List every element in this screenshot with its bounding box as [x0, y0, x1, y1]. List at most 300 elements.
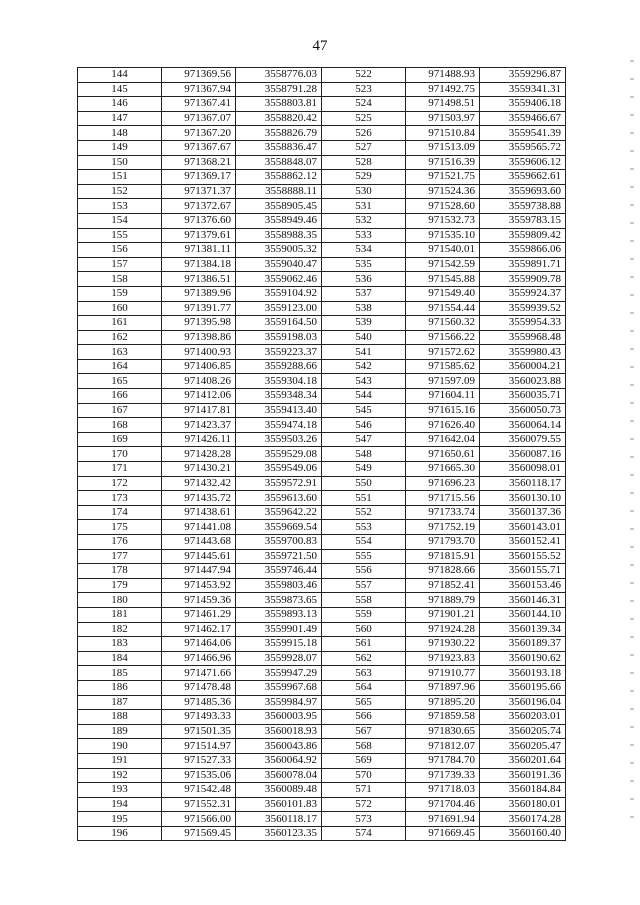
table-cell-x-coordinate: 971930.22 [406, 637, 480, 652]
table-cell-point-number: 149 [78, 140, 162, 155]
table-cell-x-coordinate: 971389.96 [162, 286, 236, 301]
table-cell-point-number: 152 [78, 184, 162, 199]
table-cell-point-number: 551 [322, 491, 406, 506]
table-cell-x-coordinate: 971493.33 [162, 710, 236, 725]
table-cell-x-coordinate: 971815.91 [406, 549, 480, 564]
table-cell-y-coordinate: 3559040.47 [236, 257, 322, 272]
table-cell-point-number: 146 [78, 97, 162, 112]
table-cell-x-coordinate: 971514.97 [162, 739, 236, 754]
table-cell-point-number: 183 [78, 637, 162, 652]
table-cell-x-coordinate: 971438.61 [162, 505, 236, 520]
table-cell-point-number: 154 [78, 213, 162, 228]
table-row [78, 345, 566, 360]
table-cell-x-coordinate: 971408.26 [162, 374, 236, 389]
table-cell-x-coordinate: 971432.42 [162, 476, 236, 491]
table-row [78, 140, 566, 155]
table-row [78, 812, 566, 827]
table-cell-y-coordinate: 3560180.01 [480, 797, 566, 812]
table-cell-point-number: 562 [322, 651, 406, 666]
table-cell-y-coordinate: 3558888.11 [236, 184, 322, 199]
table-cell-x-coordinate: 971852.41 [406, 578, 480, 593]
table-cell-x-coordinate: 971503.97 [406, 111, 480, 126]
table-cell-x-coordinate: 971691.94 [406, 812, 480, 827]
table-row [78, 710, 566, 725]
table-cell-point-number: 572 [322, 797, 406, 812]
table-cell-y-coordinate: 3560146.31 [480, 593, 566, 608]
table-cell-x-coordinate: 971718.03 [406, 783, 480, 798]
table-row [78, 739, 566, 754]
table-cell-point-number: 566 [322, 710, 406, 725]
table-row [78, 783, 566, 798]
table-cell-point-number: 189 [78, 724, 162, 739]
table-cell-y-coordinate: 3559873.65 [236, 593, 322, 608]
table-cell-x-coordinate: 971532.73 [406, 213, 480, 228]
table-cell-y-coordinate: 3560139.34 [480, 622, 566, 637]
table-cell-x-coordinate: 971704.46 [406, 797, 480, 812]
table-cell-point-number: 156 [78, 243, 162, 258]
table-cell-x-coordinate: 971910.77 [406, 666, 480, 681]
table-cell-point-number: 188 [78, 710, 162, 725]
table-cell-y-coordinate: 3560143.01 [480, 520, 566, 535]
table-cell-y-coordinate: 3560174.28 [480, 812, 566, 827]
table-cell-x-coordinate: 971535.06 [162, 768, 236, 783]
table-cell-x-coordinate: 971498.51 [406, 97, 480, 112]
table-cell-x-coordinate: 971381.11 [162, 243, 236, 258]
table-cell-x-coordinate: 971585.62 [406, 359, 480, 374]
table-cell-point-number: 181 [78, 607, 162, 622]
table-cell-x-coordinate: 971412.06 [162, 389, 236, 404]
table-cell-x-coordinate: 971566.00 [162, 812, 236, 827]
table-row [78, 374, 566, 389]
table-cell-y-coordinate: 3559572.91 [236, 476, 322, 491]
table-cell-y-coordinate: 3559700.83 [236, 535, 322, 550]
table-cell-x-coordinate: 971513.09 [406, 140, 480, 155]
table-cell-x-coordinate: 971597.09 [406, 374, 480, 389]
table-cell-y-coordinate: 3560155.71 [480, 564, 566, 579]
table-row [78, 753, 566, 768]
table-cell-x-coordinate: 971376.60 [162, 213, 236, 228]
table-cell-x-coordinate: 971650.61 [406, 447, 480, 462]
table-cell-y-coordinate: 3559783.15 [480, 213, 566, 228]
table-cell-point-number: 527 [322, 140, 406, 155]
table-cell-y-coordinate: 3559721.50 [236, 549, 322, 564]
table-cell-x-coordinate: 971367.94 [162, 82, 236, 97]
table-row [78, 564, 566, 579]
table-cell-y-coordinate: 3560043.86 [236, 739, 322, 754]
table-cell-y-coordinate: 3559738.88 [480, 199, 566, 214]
table-cell-x-coordinate: 971540.01 [406, 243, 480, 258]
table-cell-point-number: 186 [78, 680, 162, 695]
table-cell-y-coordinate: 3559406.18 [480, 97, 566, 112]
table-cell-x-coordinate: 971554.44 [406, 301, 480, 316]
table-cell-point-number: 195 [78, 812, 162, 827]
table-cell-y-coordinate: 3559348.34 [236, 389, 322, 404]
table-cell-x-coordinate: 971471.66 [162, 666, 236, 681]
table-cell-y-coordinate: 3559606.12 [480, 155, 566, 170]
table-cell-y-coordinate: 3559928.07 [236, 651, 322, 666]
table-cell-y-coordinate: 3559474.18 [236, 418, 322, 433]
table-row [78, 593, 566, 608]
table-cell-point-number: 530 [322, 184, 406, 199]
table-cell-point-number: 550 [322, 476, 406, 491]
table-cell-x-coordinate: 971604.11 [406, 389, 480, 404]
table-cell-point-number: 552 [322, 505, 406, 520]
table-cell-y-coordinate: 3560118.17 [480, 476, 566, 491]
table-cell-point-number: 161 [78, 316, 162, 331]
table-row [78, 651, 566, 666]
table-cell-y-coordinate: 3559198.03 [236, 330, 322, 345]
table-cell-y-coordinate: 3560087.16 [480, 447, 566, 462]
table-row [78, 418, 566, 433]
table-cell-y-coordinate: 3558803.81 [236, 97, 322, 112]
table-cell-point-number: 144 [78, 68, 162, 83]
table-cell-point-number: 192 [78, 768, 162, 783]
table-row [78, 607, 566, 622]
table-cell-x-coordinate: 971784.70 [406, 753, 480, 768]
table-cell-point-number: 525 [322, 111, 406, 126]
table-cell-y-coordinate: 3559891.71 [480, 257, 566, 272]
coordinates-table [77, 67, 566, 841]
table-cell-y-coordinate: 3558949.46 [236, 213, 322, 228]
table-cell-y-coordinate: 3560035.71 [480, 389, 566, 404]
table-cell-point-number: 540 [322, 330, 406, 345]
table-cell-x-coordinate: 971626.40 [406, 418, 480, 433]
table-cell-x-coordinate: 971372.67 [162, 199, 236, 214]
table-cell-point-number: 174 [78, 505, 162, 520]
table-cell-point-number: 561 [322, 637, 406, 652]
table-cell-y-coordinate: 3560153.46 [480, 578, 566, 593]
table-cell-x-coordinate: 971665.30 [406, 462, 480, 477]
table-cell-y-coordinate: 3560195.66 [480, 680, 566, 695]
table-cell-y-coordinate: 3559947.29 [236, 666, 322, 681]
table-cell-point-number: 547 [322, 432, 406, 447]
table-cell-y-coordinate: 3558826.79 [236, 126, 322, 141]
table-cell-x-coordinate: 971384.18 [162, 257, 236, 272]
table-cell-point-number: 546 [322, 418, 406, 433]
table-cell-x-coordinate: 971524.36 [406, 184, 480, 199]
table-cell-x-coordinate: 971793.70 [406, 535, 480, 550]
table-row [78, 301, 566, 316]
table-cell-point-number: 565 [322, 695, 406, 710]
table-cell-y-coordinate: 3560144.10 [480, 607, 566, 622]
table-row [78, 797, 566, 812]
table-cell-x-coordinate: 971400.93 [162, 345, 236, 360]
table-cell-y-coordinate: 3559669.54 [236, 520, 322, 535]
table-cell-y-coordinate: 3560050.73 [480, 403, 566, 418]
coordinates-table-body [78, 68, 566, 841]
table-row [78, 826, 566, 841]
table-cell-point-number: 168 [78, 418, 162, 433]
table-cell-point-number: 534 [322, 243, 406, 258]
table-cell-point-number: 169 [78, 432, 162, 447]
table-cell-point-number: 180 [78, 593, 162, 608]
table-cell-y-coordinate: 3560064.14 [480, 418, 566, 433]
table-cell-x-coordinate: 971516.39 [406, 155, 480, 170]
table-cell-point-number: 524 [322, 97, 406, 112]
table-row [78, 535, 566, 550]
table-row [78, 549, 566, 564]
table-cell-x-coordinate: 971828.66 [406, 564, 480, 579]
table-cell-point-number: 559 [322, 607, 406, 622]
table-cell-x-coordinate: 971379.61 [162, 228, 236, 243]
table-cell-point-number: 155 [78, 228, 162, 243]
table-cell-point-number: 178 [78, 564, 162, 579]
table-row [78, 184, 566, 199]
table-cell-y-coordinate: 3559062.46 [236, 272, 322, 287]
table-cell-point-number: 166 [78, 389, 162, 404]
table-cell-y-coordinate: 3559746.44 [236, 564, 322, 579]
table-cell-x-coordinate: 971368.21 [162, 155, 236, 170]
table-cell-point-number: 542 [322, 359, 406, 374]
table-cell-point-number: 173 [78, 491, 162, 506]
table-cell-x-coordinate: 971441.08 [162, 520, 236, 535]
table-cell-x-coordinate: 971443.68 [162, 535, 236, 550]
table-cell-point-number: 543 [322, 374, 406, 389]
table-cell-y-coordinate: 3559954.33 [480, 316, 566, 331]
table-row [78, 666, 566, 681]
table-cell-x-coordinate: 971369.56 [162, 68, 236, 83]
table-row [78, 622, 566, 637]
table-cell-y-coordinate: 3560203.01 [480, 710, 566, 725]
table-cell-y-coordinate: 3559984.97 [236, 695, 322, 710]
table-cell-x-coordinate: 971466.96 [162, 651, 236, 666]
table-cell-x-coordinate: 971895.20 [406, 695, 480, 710]
table-row [78, 286, 566, 301]
table-cell-point-number: 153 [78, 199, 162, 214]
table-cell-point-number: 564 [322, 680, 406, 695]
table-cell-point-number: 554 [322, 535, 406, 550]
table-cell-point-number: 171 [78, 462, 162, 477]
table-cell-y-coordinate: 3559304.18 [236, 374, 322, 389]
table-cell-point-number: 569 [322, 753, 406, 768]
table-cell-y-coordinate: 3560205.47 [480, 739, 566, 754]
table-cell-point-number: 571 [322, 783, 406, 798]
table-cell-y-coordinate: 3560064.92 [236, 753, 322, 768]
table-row [78, 389, 566, 404]
table-cell-y-coordinate: 3558820.42 [236, 111, 322, 126]
table-cell-point-number: 573 [322, 812, 406, 827]
table-cell-x-coordinate: 971417.81 [162, 403, 236, 418]
table-cell-point-number: 157 [78, 257, 162, 272]
table-cell-point-number: 191 [78, 753, 162, 768]
table-cell-x-coordinate: 971445.61 [162, 549, 236, 564]
table-row [78, 505, 566, 520]
table-cell-x-coordinate: 971572.62 [406, 345, 480, 360]
table-cell-y-coordinate: 3559466.67 [480, 111, 566, 126]
page-number: 47 [312, 38, 328, 54]
table-cell-point-number: 176 [78, 535, 162, 550]
table-cell-point-number: 184 [78, 651, 162, 666]
table-cell-point-number: 522 [322, 68, 406, 83]
table-cell-y-coordinate: 3559613.60 [236, 491, 322, 506]
table-row [78, 170, 566, 185]
table-cell-x-coordinate: 971696.23 [406, 476, 480, 491]
table-cell-x-coordinate: 971527.33 [162, 753, 236, 768]
table-cell-y-coordinate: 3559549.06 [236, 462, 322, 477]
table-cell-y-coordinate: 3559341.31 [480, 82, 566, 97]
table-cell-x-coordinate: 971435.72 [162, 491, 236, 506]
table-cell-x-coordinate: 971485.36 [162, 695, 236, 710]
table-cell-y-coordinate: 3559893.13 [236, 607, 322, 622]
table-cell-point-number: 539 [322, 316, 406, 331]
table-cell-y-coordinate: 3559005.32 [236, 243, 322, 258]
table-cell-x-coordinate: 971430.21 [162, 462, 236, 477]
table-cell-point-number: 185 [78, 666, 162, 681]
table-cell-x-coordinate: 971501.35 [162, 724, 236, 739]
table-cell-y-coordinate: 3559503.26 [236, 432, 322, 447]
table-cell-point-number: 538 [322, 301, 406, 316]
table-cell-y-coordinate: 3560196.04 [480, 695, 566, 710]
table-cell-y-coordinate: 3559866.06 [480, 243, 566, 258]
table-cell-x-coordinate: 971428.28 [162, 447, 236, 462]
table-cell-point-number: 563 [322, 666, 406, 681]
table-cell-y-coordinate: 3560130.10 [480, 491, 566, 506]
table-cell-x-coordinate: 971715.56 [406, 491, 480, 506]
table-cell-y-coordinate: 3560191.36 [480, 768, 566, 783]
table-row [78, 403, 566, 418]
table-cell-x-coordinate: 971371.37 [162, 184, 236, 199]
table-cell-point-number: 182 [78, 622, 162, 637]
table-cell-y-coordinate: 3560079.55 [480, 432, 566, 447]
table-cell-x-coordinate: 971492.75 [406, 82, 480, 97]
table-cell-x-coordinate: 971367.07 [162, 111, 236, 126]
table-cell-y-coordinate: 3559223.37 [236, 345, 322, 360]
table-cell-point-number: 164 [78, 359, 162, 374]
table-cell-x-coordinate: 971615.16 [406, 403, 480, 418]
table-cell-y-coordinate: 3559642.22 [236, 505, 322, 520]
table-row [78, 243, 566, 258]
table-cell-y-coordinate: 3560193.18 [480, 666, 566, 681]
table-cell-point-number: 159 [78, 286, 162, 301]
table-cell-point-number: 545 [322, 403, 406, 418]
table-cell-point-number: 151 [78, 170, 162, 185]
table-cell-point-number: 150 [78, 155, 162, 170]
table-row [78, 228, 566, 243]
table-cell-y-coordinate: 3559915.18 [236, 637, 322, 652]
table-row [78, 82, 566, 97]
table-cell-point-number: 555 [322, 549, 406, 564]
table-cell-y-coordinate: 3560189.37 [480, 637, 566, 652]
table-cell-x-coordinate: 971367.41 [162, 97, 236, 112]
table-cell-y-coordinate: 3560123.35 [236, 826, 322, 841]
table-cell-y-coordinate: 3559967.68 [236, 680, 322, 695]
table-cell-y-coordinate: 3560205.74 [480, 724, 566, 739]
table-row [78, 447, 566, 462]
table-cell-x-coordinate: 971549.40 [406, 286, 480, 301]
table-cell-x-coordinate: 971552.31 [162, 797, 236, 812]
table-row [78, 111, 566, 126]
table-row [78, 126, 566, 141]
table-row [78, 637, 566, 652]
table-cell-y-coordinate: 3559123.00 [236, 301, 322, 316]
table-cell-y-coordinate: 3560184.84 [480, 783, 566, 798]
table-cell-x-coordinate: 971488.93 [406, 68, 480, 83]
table-cell-point-number: 158 [78, 272, 162, 287]
table-cell-y-coordinate: 3558848.07 [236, 155, 322, 170]
table-cell-y-coordinate: 3560201.64 [480, 753, 566, 768]
table-cell-y-coordinate: 3559924.37 [480, 286, 566, 301]
table-cell-x-coordinate: 971459.36 [162, 593, 236, 608]
table-cell-y-coordinate: 3560118.17 [236, 812, 322, 827]
table-row [78, 680, 566, 695]
table-cell-y-coordinate: 3559164.50 [236, 316, 322, 331]
table-cell-y-coordinate: 3560098.01 [480, 462, 566, 477]
table-row [78, 578, 566, 593]
table-cell-y-coordinate: 3560155.52 [480, 549, 566, 564]
table-cell-y-coordinate: 3559296.87 [480, 68, 566, 83]
table-cell-point-number: 187 [78, 695, 162, 710]
table-cell-y-coordinate: 3559413.40 [236, 403, 322, 418]
table-cell-x-coordinate: 971447.94 [162, 564, 236, 579]
table-row [78, 330, 566, 345]
table-cell-point-number: 528 [322, 155, 406, 170]
table-cell-y-coordinate: 3559288.66 [236, 359, 322, 374]
table-row [78, 199, 566, 214]
table-cell-x-coordinate: 971521.75 [406, 170, 480, 185]
table-cell-y-coordinate: 3559693.60 [480, 184, 566, 199]
table-cell-x-coordinate: 971528.60 [406, 199, 480, 214]
table-cell-y-coordinate: 3559980.43 [480, 345, 566, 360]
table-row [78, 462, 566, 477]
table-cell-y-coordinate: 3560078.04 [236, 768, 322, 783]
table-cell-x-coordinate: 971398.86 [162, 330, 236, 345]
table-cell-x-coordinate: 971395.98 [162, 316, 236, 331]
table-row [78, 491, 566, 506]
table-cell-x-coordinate: 971923.83 [406, 651, 480, 666]
table-cell-point-number: 172 [78, 476, 162, 491]
table-cell-point-number: 537 [322, 286, 406, 301]
table-row [78, 695, 566, 710]
table-cell-x-coordinate: 971830.65 [406, 724, 480, 739]
table-cell-y-coordinate: 3558836.47 [236, 140, 322, 155]
table-cell-x-coordinate: 971560.32 [406, 316, 480, 331]
table-cell-x-coordinate: 971535.10 [406, 228, 480, 243]
table-row [78, 155, 566, 170]
table-row [78, 476, 566, 491]
table-cell-point-number: 553 [322, 520, 406, 535]
table-cell-point-number: 556 [322, 564, 406, 579]
table-cell-y-coordinate: 3560190.62 [480, 651, 566, 666]
table-cell-point-number: 541 [322, 345, 406, 360]
table-cell-point-number: 531 [322, 199, 406, 214]
table-cell-x-coordinate: 971566.22 [406, 330, 480, 345]
table-cell-y-coordinate: 3560137.36 [480, 505, 566, 520]
table-cell-y-coordinate: 3560160.40 [480, 826, 566, 841]
table-cell-x-coordinate: 971569.45 [162, 826, 236, 841]
table-cell-y-coordinate: 3560089.48 [236, 783, 322, 798]
table-cell-x-coordinate: 971423.37 [162, 418, 236, 433]
table-cell-point-number: 163 [78, 345, 162, 360]
table-cell-x-coordinate: 971462.17 [162, 622, 236, 637]
table-cell-point-number: 548 [322, 447, 406, 462]
table-cell-point-number: 549 [322, 462, 406, 477]
table-cell-point-number: 536 [322, 272, 406, 287]
table-cell-x-coordinate: 971367.67 [162, 140, 236, 155]
table-cell-y-coordinate: 3559541.39 [480, 126, 566, 141]
table-cell-y-coordinate: 3558905.45 [236, 199, 322, 214]
table-cell-x-coordinate: 971901.21 [406, 607, 480, 622]
table-cell-x-coordinate: 971461.29 [162, 607, 236, 622]
table-cell-point-number: 147 [78, 111, 162, 126]
table-cell-point-number: 533 [322, 228, 406, 243]
table-cell-y-coordinate: 3559662.61 [480, 170, 566, 185]
table-cell-point-number: 177 [78, 549, 162, 564]
table-cell-point-number: 567 [322, 724, 406, 739]
table-cell-y-coordinate: 3560152.41 [480, 535, 566, 550]
table-row [78, 520, 566, 535]
table-cell-x-coordinate: 971406.85 [162, 359, 236, 374]
table-cell-point-number: 560 [322, 622, 406, 637]
